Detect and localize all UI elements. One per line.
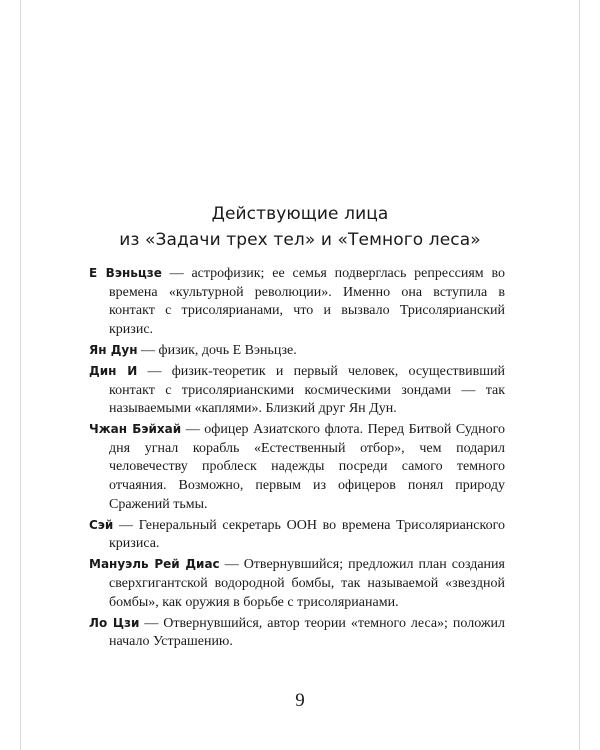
character-description: — физик, дочь Е Вэньцзе. — [141, 342, 297, 358]
character-description: — физик-теоретик и первый человек, осуществивший контакт с трисолярианскими космическими зондами — так называемыми «каплями». Близкий друг Ян Дун. — [109, 363, 506, 417]
character-name: Дин И — [89, 363, 138, 378]
character-entry — [89, 341, 505, 361]
page-edge-right — [579, 0, 580, 750]
character-name: Сэй — [89, 517, 114, 532]
character-description: — Генеральный секретарь ООН во времена Трисолярианского кризиса. — [109, 517, 505, 552]
character-description: — Отвернувшийся, автор теории «темного леса»; положил начало Устрашению. — [109, 615, 505, 650]
character-name: Мануэль Рей Диас — [89, 557, 220, 572]
character-entry — [89, 362, 505, 419]
character-entry — [89, 555, 505, 612]
character-name: Ло Цзи — [89, 615, 140, 630]
character-entry — [89, 420, 505, 514]
character-entry — [89, 614, 505, 652]
page-number: 9 — [295, 690, 305, 711]
character-name: Чжан Бэйхай — [89, 422, 182, 437]
character-description: — Отвернувшийся; предложил план создания сверхгигантской водородной бомбы, так называемой «звездной бомбы», как оружия в борьбе с трисолярианами. — [109, 557, 505, 610]
page-edge-left — [20, 0, 21, 750]
character-entry — [89, 264, 505, 339]
character-description: — офицер Азиатского флота. Перед Битвой Судного дня угнал корабль «Естественный отбор», чем подарил человечеству проблеск надежды посреди самого темного отчаяния. Возможно, первым из офицеров понял природу Сражений тьмы. — [109, 422, 505, 512]
character-list — [89, 264, 505, 653]
character-name: Е Вэньцзе — [89, 266, 162, 280]
section-title: Действующие лица — [211, 204, 389, 224]
character-name: Ян Дун — [89, 342, 138, 357]
character-entry — [89, 516, 505, 554]
section-subtitle: из «Задачи трех тел» и «Темного леса» — [119, 230, 481, 250]
character-description: — астрофизик; ее семья подверглась репрессиям во времена «культурной революции». Именно она вступила в контакт с трисолярианами, что и вызвало Трисолярианский кризис. — [109, 266, 505, 337]
